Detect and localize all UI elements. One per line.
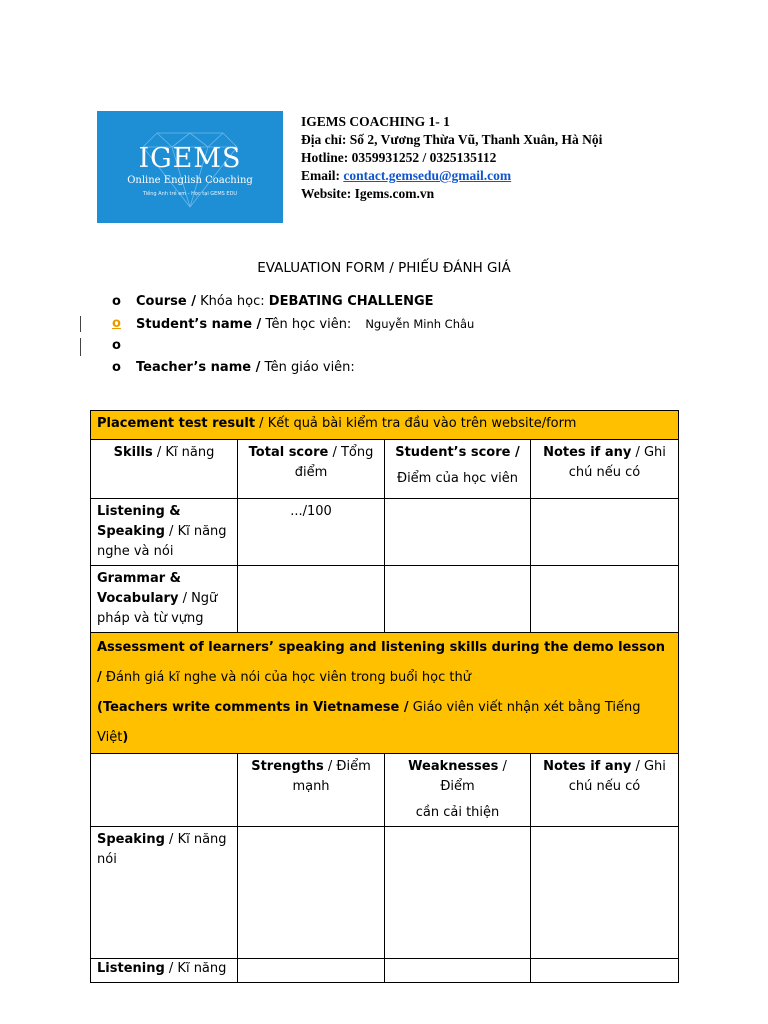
bullet-marker: o [112,316,121,331]
website: Website: Igems.com.vn [301,186,435,201]
email-link[interactable]: contact.gemsedu@gmail.com [343,168,512,183]
address: Địa chỉ: Số 2, Vương Thừa Vũ, Thanh Xuân, Hà Nội [301,132,603,147]
student-score-header: Student’s score / Điểm của học viên [385,440,531,499]
skills-header: Skills / Kĩ năng [91,440,238,499]
table-header-row [91,440,679,499]
student-label-en: Student’s name / [136,317,262,332]
notes-cell[interactable] [531,566,679,633]
revision-bar [80,338,81,356]
course-value: DEBATING CHALLENGE [268,294,434,309]
revision-bar [80,316,81,332]
grammar-vocabulary-cell: Grammar & Vocabulary / Ngữ pháp và từ vựng [91,566,238,633]
logo-subtitle: Online English Coaching [127,175,253,186]
contact-block [301,113,602,203]
empty-header-cell [91,754,238,827]
assessment-header: Assessment of learners’ speaking and listening skills during the demo lesson / Đánh giá kĩ nghe và nói của học viên trong buổi học thử (Teachers write comments in Vietnamese / Giáo viên viết nhận xét bằng Tiếng Việt) [91,633,679,754]
placement-header: Placement test result / Kết quả bài kiểm tra đầu vào trên website/form [91,411,679,440]
email-line [301,167,602,185]
table-row [91,566,679,633]
notes-header: Notes if any / Ghi chú nếu có [531,754,679,827]
bullet-marker: o [112,360,121,375]
table-row [91,959,679,983]
speaking-cell: Speaking / Kĩ năng nói [91,827,238,959]
table-header-row [91,754,679,827]
hotline: Hotline: 0359931252 / 0325135112 [301,150,497,165]
strengths-header: Strengths / Điểm mạnh [238,754,385,827]
logo-tagline: Tiếng Anh trẻ em - Học tại GEMS EDU [142,191,238,197]
bullet-marker: o [112,338,121,353]
form-title: EVALUATION FORM / PHIẾU ĐÁNH GIÁ [257,260,511,276]
notes-cell[interactable] [531,499,679,566]
table-row [91,827,679,959]
strengths-cell[interactable] [238,959,385,983]
notes-cell[interactable] [531,827,679,959]
logo-title: IGEMS [138,143,242,174]
table-row [91,499,679,566]
total-score-cell[interactable]: .../100 [238,499,385,566]
weaknesses-cell[interactable] [385,959,531,983]
student-name-value[interactable]: Nguyễn Minh Châu [365,317,475,331]
teacher-label-en: Teacher’s name / [136,360,261,375]
notes-cell[interactable] [531,959,679,983]
student-score-cell[interactable] [385,499,531,566]
igems-logo [97,111,283,223]
student-score-cell[interactable] [385,566,531,633]
weaknesses-cell[interactable] [385,827,531,959]
company-name: IGEMS COACHING 1- 1 [301,114,450,129]
student-label-vi: Tên học viên: [261,317,352,332]
strengths-cell[interactable] [238,827,385,959]
total-score-cell[interactable] [238,566,385,633]
teacher-label-vi: Tên giáo viên: [260,360,355,375]
evaluation-table [90,410,679,983]
bullet-marker: o [112,294,121,309]
course-label-vi: Khóa học: [195,294,269,309]
total-score-header: Total score / Tổng điểm [238,440,385,499]
notes-header: Notes if any / Ghi chú nếu có [531,440,679,499]
email-label: Email: [301,168,344,183]
listening-cell: Listening / Kĩ năng [91,959,238,983]
course-label-en: Course / [136,294,196,309]
listening-speaking-cell: Listening & Speaking / Kĩ năng nghe và nói [91,499,238,566]
weaknesses-header: Weaknesses / Điểm cần cải thiện [385,754,531,827]
